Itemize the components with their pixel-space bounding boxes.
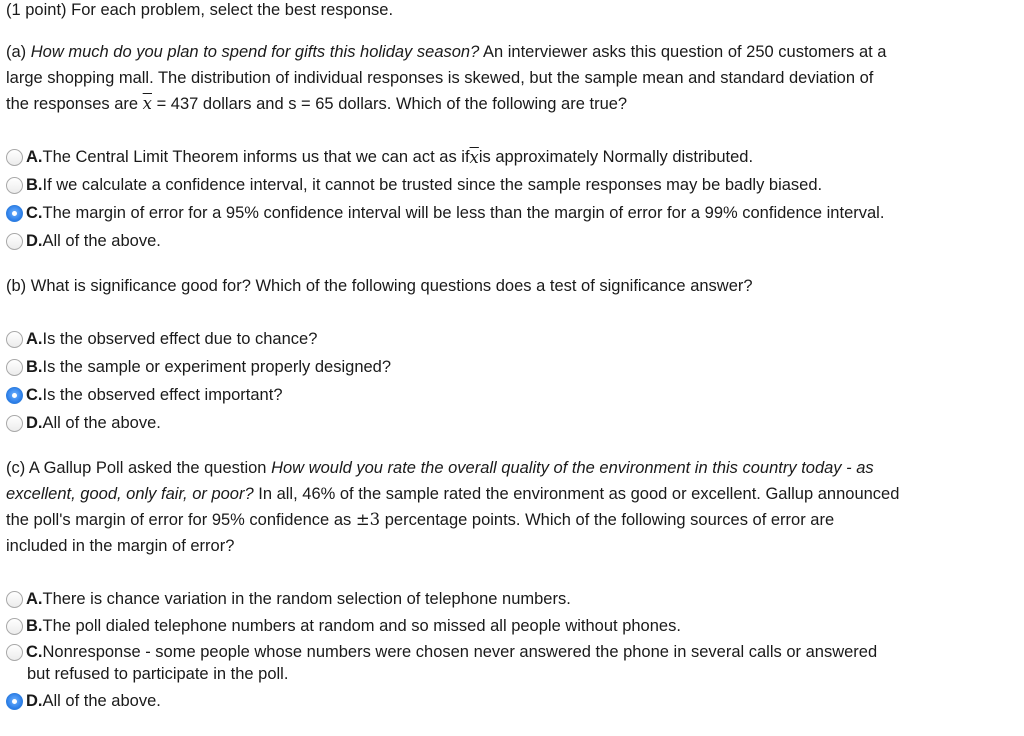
option-c-A[interactable]: A. There is chance variation in the random selection of telephone numbers.	[6, 588, 571, 610]
option-c-D[interactable]: D. All of the above.	[6, 690, 161, 712]
radio-button[interactable]	[6, 359, 23, 376]
question-c-line-1: (c) A Gallup Poll asked the question How would you rate the overall quality of the environment in this country today - as	[6, 459, 874, 477]
radio-button[interactable]	[6, 618, 23, 635]
option-b-C[interactable]: C. Is the observed effect important?	[6, 384, 283, 406]
instructions-header: (1 point) For each problem, select the best response.	[6, 1, 394, 19]
option-b-A[interactable]: A. Is the observed effect due to chance?	[6, 328, 317, 350]
question-a-line-2: large shopping mall. The distribution of individual responses is skewed, but the sample mean and standard deviation of	[6, 69, 874, 87]
radio-button[interactable]	[6, 177, 23, 194]
xbar-symbol: $\overline{x}$	[142, 94, 152, 113]
radio-button[interactable]	[6, 415, 23, 432]
plus-minus-value: ±3	[355, 510, 381, 529]
option-a-B[interactable]: B. If we calculate a confidence interval, it cannot be trusted since the sample responses may be badly biased.	[6, 174, 822, 196]
radio-button[interactable]	[6, 591, 23, 608]
option-b-B[interactable]: B. Is the sample or experiment properly designed?	[6, 356, 391, 378]
question-c-line-4: included in the margin of error?	[6, 537, 235, 555]
option-c-B[interactable]: B. The poll dialed telephone numbers at random and so missed all people without phones.	[6, 615, 681, 637]
question-a-line-3: the responses are $\overline{x} = 437$ dollars and s = 65 dollars. Which of the following are true?	[6, 94, 628, 113]
radio-button[interactable]	[6, 149, 23, 166]
option-b-D[interactable]: D. All of the above.	[6, 412, 161, 434]
radio-button-selected[interactable]	[6, 693, 23, 710]
option-a-D[interactable]: D. All of the above.	[6, 230, 161, 252]
radio-button[interactable]	[6, 331, 23, 348]
question-a-italic: How much do you plan to spend for gifts this holiday season?	[30, 43, 480, 61]
question-c-line-3: the poll's margin of error for 95% confidence as ±3 percentage points. Which of the following sources of error are	[6, 510, 835, 529]
option-a-A[interactable]: A. The Central Limit Theorem informs us that we can act as if $\overline{x}$ is approximately Normally distributed.	[6, 146, 753, 168]
question-b-text: (b) What is significance good for? Which of the following questions does a test of significance answer?	[6, 277, 753, 295]
radio-button[interactable]	[6, 644, 23, 661]
option-a-C[interactable]: C. The margin of error for a 95% confidence interval will be less than the margin of error for a 99% confidence interval.	[6, 202, 884, 224]
radio-button[interactable]	[6, 233, 23, 250]
radio-button-selected[interactable]	[6, 205, 23, 222]
radio-button-selected[interactable]	[6, 387, 23, 404]
question-a-label: (a)	[6, 43, 27, 61]
option-c-C-continuation: but refused to participate in the poll.	[27, 665, 289, 683]
question-c-line-2: excellent, good, only fair, or poor? In all, 46% of the sample rated the environment as good or excellent. Gallup announced	[6, 485, 900, 503]
question-a-line-1: (a) How much do you plan to spend for gifts this holiday season? An interviewer asks this question of 250 customers at a	[6, 43, 887, 61]
option-c-C[interactable]: C. Nonresponse - some people whose numbers were chosen never answered the phone in several calls or answered	[6, 641, 877, 663]
